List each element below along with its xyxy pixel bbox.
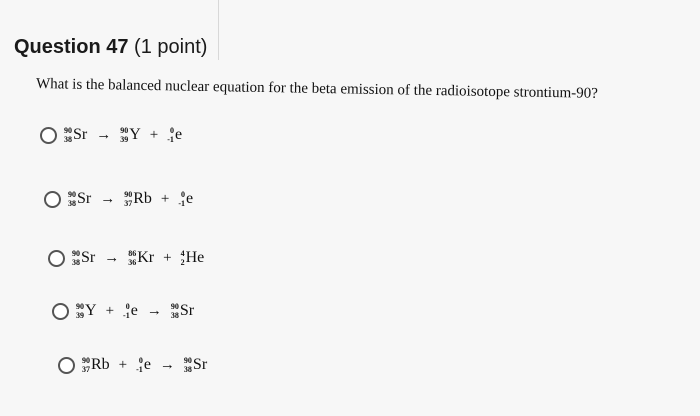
operator: + xyxy=(163,249,172,266)
question-title: Question 47 xyxy=(14,36,129,58)
divider-line xyxy=(218,0,219,60)
operator: + xyxy=(105,302,115,319)
nuclide: 90 38 Sr xyxy=(170,302,195,320)
nuclide: 90 38 Sr xyxy=(68,190,92,208)
nuclide: 90 38 Sr xyxy=(64,126,88,144)
nuclide: 0 -1 e xyxy=(178,190,194,208)
nuclide: 0 -1 e xyxy=(167,126,183,144)
answer-option-5[interactable] xyxy=(58,356,208,374)
radio-button[interactable] xyxy=(52,303,69,320)
nuclide: 90 37 Rb xyxy=(124,190,152,208)
radio-button[interactable] xyxy=(48,250,65,267)
operator: + xyxy=(118,356,128,373)
operator: + xyxy=(160,190,170,207)
answer-option-1[interactable] xyxy=(40,126,183,144)
operator: → xyxy=(159,356,175,373)
answer-option-3[interactable] xyxy=(48,249,205,267)
operator: + xyxy=(149,126,159,143)
question-header xyxy=(14,36,207,59)
operator: → xyxy=(96,126,112,143)
nuclide: 90 37 Rb xyxy=(82,356,110,374)
nuclide: 90 39 Y xyxy=(120,126,141,144)
question-text: What is the balanced nuclear equation for the beta emission of the radioisotope strontium-90? xyxy=(35,76,598,102)
nuclide: 90 39 Y xyxy=(76,302,97,320)
operator: → xyxy=(104,249,120,266)
radio-button[interactable] xyxy=(40,127,57,144)
nuclide: 86 36 Kr xyxy=(128,249,155,267)
answer-option-4[interactable] xyxy=(52,302,195,320)
operator: → xyxy=(146,302,162,319)
radio-button[interactable] xyxy=(58,357,75,374)
operator: → xyxy=(100,190,116,207)
answer-option-2[interactable] xyxy=(44,190,194,208)
nuclide: 4 2 He xyxy=(180,249,205,267)
nuclide: 90 38 Sr xyxy=(72,249,96,267)
nuclide: 0 -1 e xyxy=(123,302,138,320)
nuclide: 0 -1 e xyxy=(136,356,151,374)
question-points: (1 point) xyxy=(134,36,208,58)
radio-button[interactable] xyxy=(44,191,61,208)
nuclide: 90 38 Sr xyxy=(183,356,208,374)
